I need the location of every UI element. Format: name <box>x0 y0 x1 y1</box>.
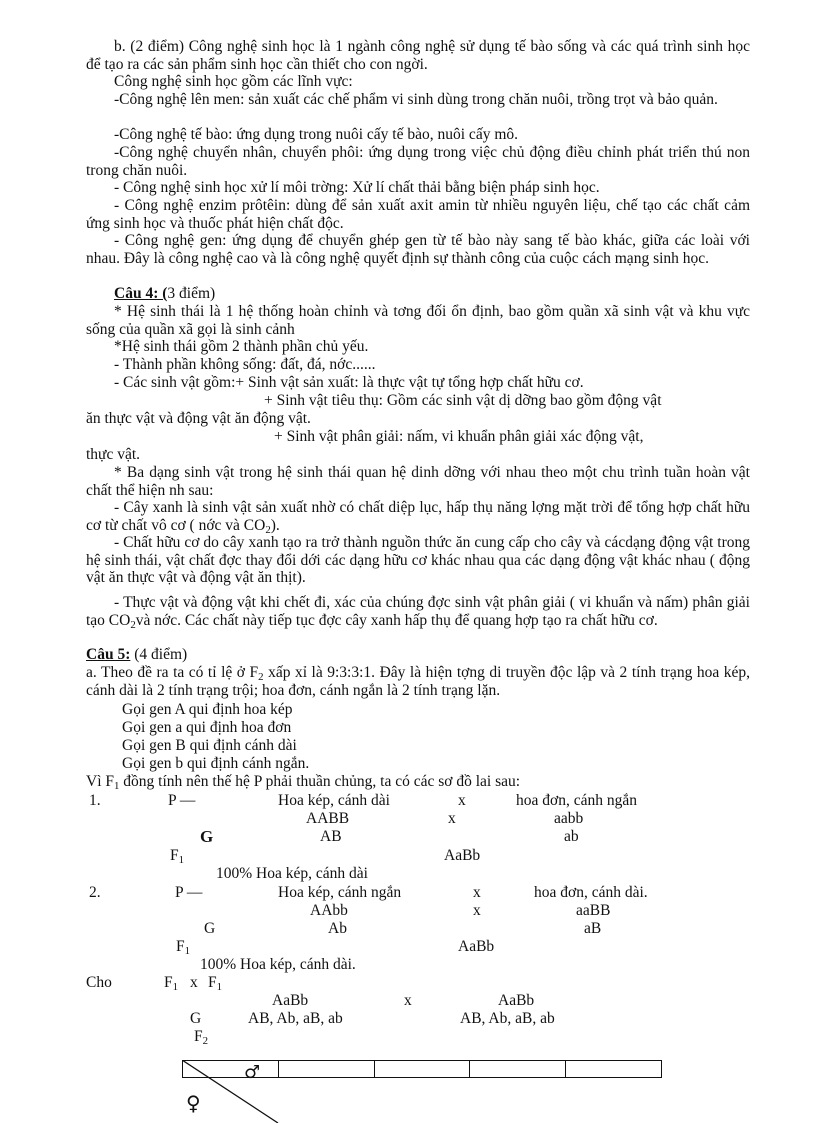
part-b-environment: - Công nghệ sinh học xử lí môi trờng: Xử lí chất thải bằng biện pháp sinh học. <box>114 179 600 196</box>
scheme1-number: 1. <box>89 792 101 809</box>
cau4-heading-label: Câu 4: ( <box>114 285 168 302</box>
female-symbol-icon: ♀ <box>186 1091 201 1115</box>
scheme2-genotype-1: AAbb <box>310 902 348 919</box>
cross-genotype-x: x <box>404 992 412 1009</box>
scheme1-gamete-2: ab <box>564 828 579 845</box>
scheme2-gamete-label: G <box>204 920 216 937</box>
cau4-abiotic: - Thành phần không sống: đất, đá, nớc...... <box>114 356 376 373</box>
part-b-enzyme: - Công nghệ enzim prôtêin: dùng để sản xuất axit amin từ nhiều nguyên liệu, chế tạo các chất cảm ứng sinh học và thuốc phát hiện chất độc. <box>86 197 750 232</box>
cross-gamete-label: G <box>190 1010 202 1027</box>
scheme1-genotype-1: AABB <box>306 810 350 827</box>
cau4-decomposers-cont: thực vật. <box>86 446 141 463</box>
male-symbol-icon: ♂ <box>244 1062 261 1083</box>
cau4-producers: - Các sinh vật gồm:+ Sinh vật sản xuất: là thực vật tự tổng hợp chất hữu cơ. <box>114 374 584 391</box>
cross-f2-label: $F_2$ <box>194 1028 209 1047</box>
cau4-cycle: * Ba dạng sinh vật trong hệ sinh thái quan hệ dinh dỡng với nhau theo một chu trình tuần hoàn vật chất thể hiện nh sau: <box>86 464 750 499</box>
scheme1-genotype-2: aabb <box>554 810 584 827</box>
cross-genotype-2: AaBb <box>498 992 535 1009</box>
cross-gametes-1: AB, Ab, aB, ab <box>248 1010 343 1027</box>
cau4-heading <box>114 285 215 303</box>
scheme2-f1-genotype: AaBb <box>458 938 495 955</box>
scheme1-f1-genotype: AaBb <box>444 847 481 864</box>
gene-B: Gọi gen B qui định cánh dài <box>122 737 297 754</box>
part-b-cell: -Công nghệ tế bào: ứng dụng trong nuôi cấy tế bào, nuôi cấy mô. <box>114 126 518 143</box>
scheme1-gamete-label: G <box>200 827 214 846</box>
scheme2-phenotype-2: hoa đơn, cánh dài. <box>534 884 648 901</box>
cau5-ratio: a. Theo đề ra ta có tỉ lệ ở $F_2$ xấp xỉ là 9:3:3:1. Đây là hiện tợng di truyền độc lập và 2 tính trạng hoa kép, cánh dài là 2 tính trạng trội; hoa đơn, cánh ngắn là 2 tính trạng lặn. <box>86 664 750 699</box>
cross-gametes-2: AB, Ab, aB, ab <box>460 1010 555 1027</box>
gene-A: Gọi gen A qui định hoa kép <box>122 701 293 718</box>
part-b-gene: - Công nghệ gen: ứng dụng để chuyển ghép gen từ tế bào này sang tế bào khác, giữa các loài với nhau. Đây là công nghệ cao và là công nghệ quyết định sự thành công của cuộc cách mạng sinh học. <box>86 232 750 267</box>
part-b-fermentation: -Công nghệ lên men: sản xuất các chế phẩm vi sinh dùng trong chăn nuôi, trồng trọt và bảo quản. <box>114 91 718 108</box>
cau4-heading-points: 3 điểm) <box>167 285 216 302</box>
scheme1-phenotype-2: hoa đơn, cánh ngắn <box>516 792 637 809</box>
cau4-decomposition: - Thực vật và động vật khi chết đi, xác của chúng đợc sinh vật phân giải ( vi khuẩn và nấm) phân giải tạo $CO_2và$ nớc. Các chất này tiếp tục đợc cây xanh hấp thụ để quang hợp tạo ra chất hữu cơ. <box>86 594 750 631</box>
scheme1-phenotype-1: Hoa kép, cánh dài <box>278 792 390 809</box>
cau4-consumers: + Sinh vật tiêu thụ: Gồm các sinh vật dị dỡng bao gồm động vật <box>264 392 662 409</box>
cau5-heading-points: (4 điểm) <box>130 646 188 663</box>
gene-b: Gọi gen b qui định cánh ngắn. <box>122 755 310 772</box>
cau5-pure-breeding: Vì $F_1$ đồng tính nên thế hệ P phải thuần chủng, ta có các sơ đồ lai sau: <box>86 773 521 792</box>
punnett-header-cell <box>469 1061 565 1077</box>
gene-a: Gọi gen a qui định hoa đơn <box>122 719 292 736</box>
scheme2-gamete-1: Ab <box>328 920 347 937</box>
punnett-header-cell <box>565 1061 661 1077</box>
scheme2-genotype-2: aaBB <box>576 902 611 919</box>
scheme1-f1-label: $F_1$ <box>170 847 185 866</box>
scheme1-parent-label: P — <box>168 792 196 809</box>
scheme1-gamete-1: AB <box>320 828 342 845</box>
scheme2-genotype-x: x <box>473 902 481 919</box>
scheme2-number: 2. <box>89 884 101 901</box>
cross-x: x <box>190 974 198 991</box>
punnett-header-cell <box>278 1061 374 1077</box>
part-b-intro: b. (2 điểm) Công nghệ sinh học là 1 ngành công nghệ sử dụng tế bào sống và các quá trình sinh học để tạo ra các sản phẩm sinh học cần thiết cho con ngời. <box>86 38 750 73</box>
scheme2-phenotype-1: Hoa kép, cánh ngắn <box>278 884 402 901</box>
scheme2-parent-label: P — <box>175 884 203 901</box>
cau4-decomposers: + Sinh vật phân giải: nấm, vi khuẩn phân giải xác động vật, <box>274 428 644 445</box>
cau4-components: *Hệ sinh thái gồm 2 thành phần chủ yếu. <box>114 338 369 355</box>
punnett-header-cell <box>374 1061 470 1077</box>
part-b-embryo: -Công nghệ chuyển nhân, chuyển phôi: ứng dụng trong việc chủ động điều chỉnh phát triển thú non trong chăn nuôi. <box>86 144 750 179</box>
cross-cho: Cho <box>86 974 112 991</box>
scheme2-f1-label: $F_1$ <box>176 938 191 957</box>
cau4-consumers-cont: ăn thực vật và động vật ăn động vật. <box>86 410 311 427</box>
scheme2-gamete-2: aB <box>584 920 602 937</box>
cau5-heading-label: Câu 5: <box>86 646 131 663</box>
scheme2-result: 100% Hoa kép, cánh dài. <box>200 956 356 973</box>
scheme1-result: 100% Hoa kép, cánh dài <box>216 865 368 882</box>
cau5-heading <box>86 646 187 664</box>
cross-genotype-1: AaBb <box>272 992 309 1009</box>
part-b-fields: Công nghệ sinh học gồm các lĩnh vực: <box>114 73 353 90</box>
cau4-definition: * Hệ sinh thái là 1 hệ thống hoàn chỉnh và tơng đối ổn định, bao gồm quần xã sinh vật và khu vực sống của quần xã gọi là sinh cảnh <box>86 303 750 338</box>
scheme1-cross-x: x <box>458 792 466 809</box>
scheme1-genotype-x: x <box>448 810 456 827</box>
scheme2-cross-x: x <box>473 884 481 901</box>
cross-f1-b: $F_1$ <box>208 974 223 993</box>
cau4-organic-matter: - Chất hữu cơ do cây xanh tạo ra trở thành nguồn thức ăn cung cấp cho cây và cácdạng động vật trong hệ sinh thái, vật chất đợc thay đổi dới các dạng hữu cơ khác nhau qua các dạng động vật khác nhau ( động vật ăn thực vật và động vật ăn thịt). <box>86 534 750 586</box>
cau4-green-plants: - Cây xanh là sinh vật sản xuất nhờ có chất diệp lục, hấp thụ năng lợng mặt trời để tổng hợp chất hữu cơ từ chất vô cơ ( nớc và $CO_2$). <box>86 499 750 536</box>
cross-f1-a: $F_1$ <box>164 974 179 993</box>
